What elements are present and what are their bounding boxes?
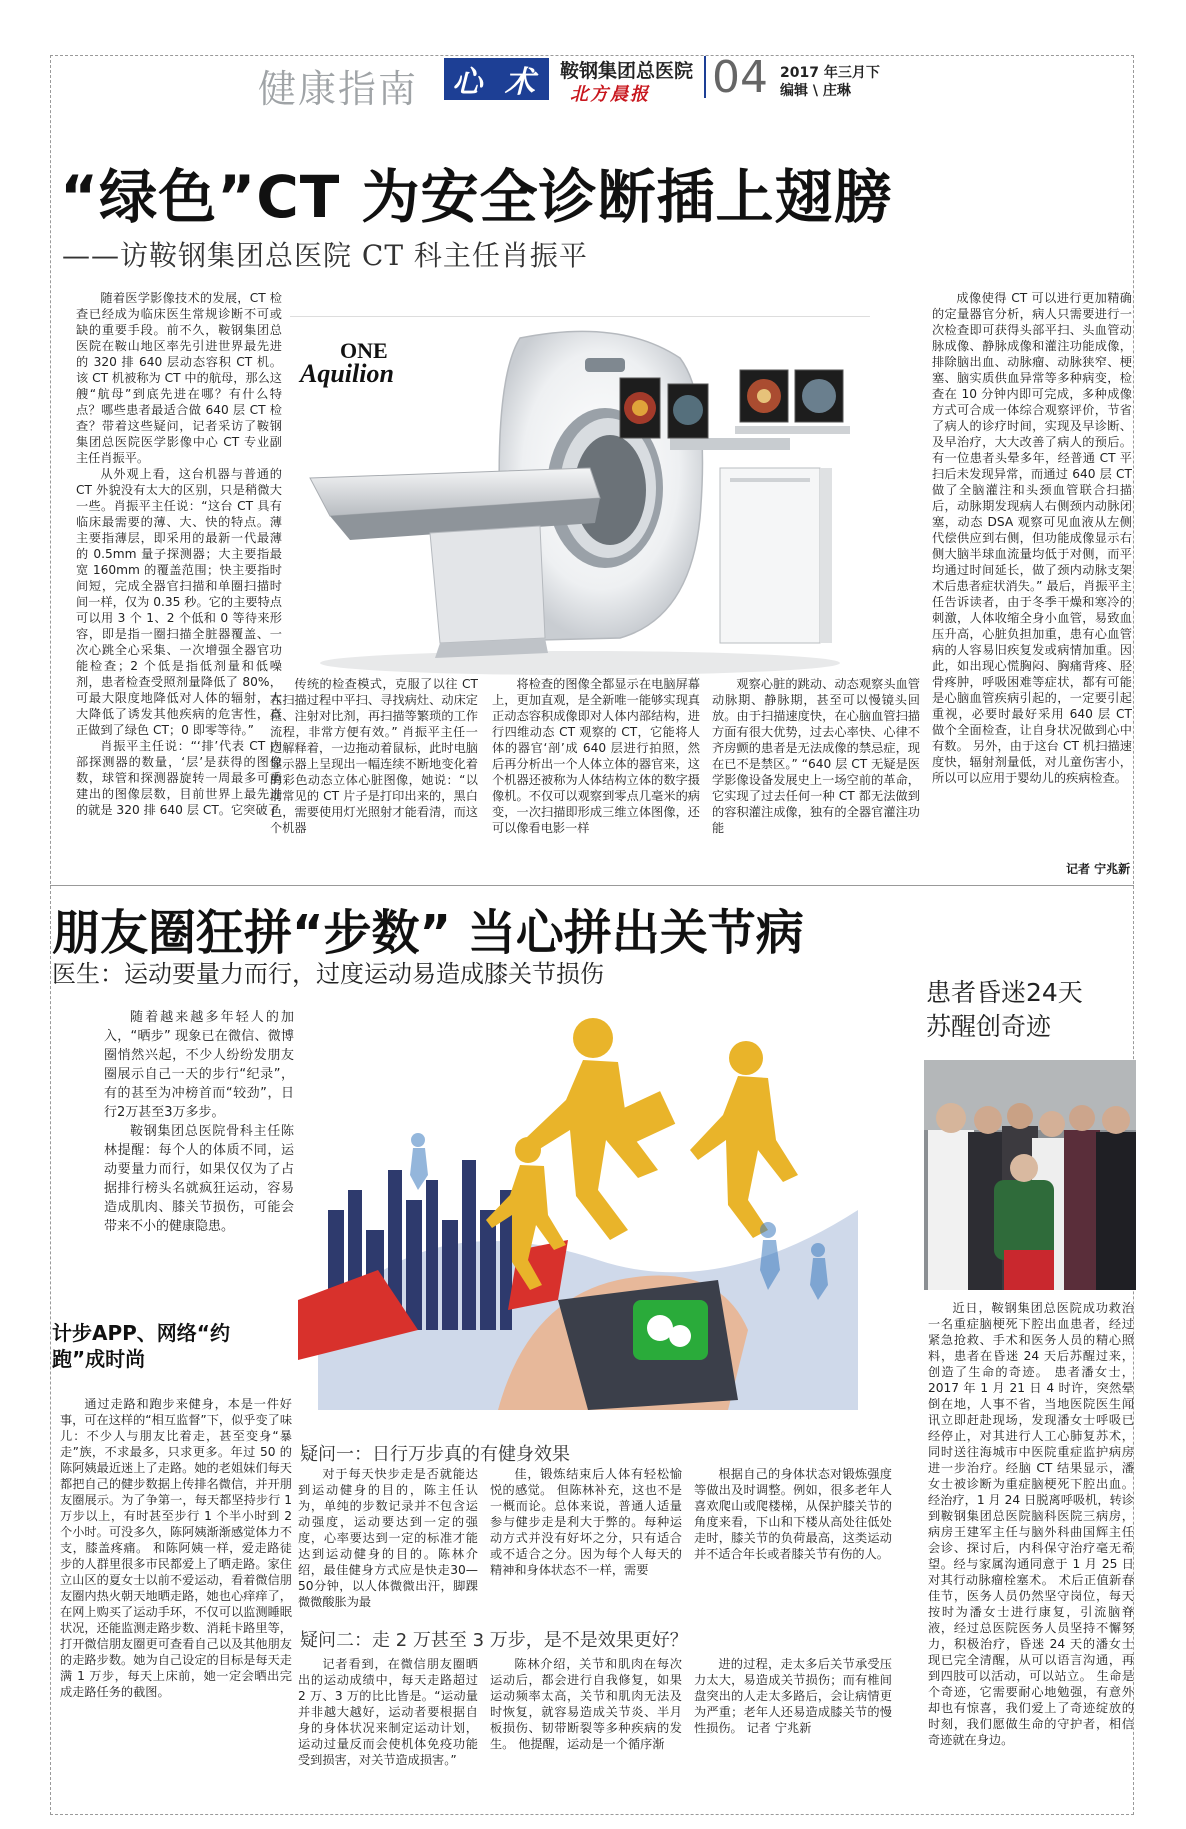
article1-paragraph: 随着医学影像技术的发展，CT 检查已经成为临床医生常规诊断不可或缺的重要手段。前不久，鞍钢集团总医院在鞍山地区率先引进世界最先进的 320 排 640 层动态容积 CT 机。该 CT 机被称为 CT 中的航母，那么这艘“航母”到底先进在哪？有什么特点？哪些患者最适合做 640 层 CT 检查？带着这些疑问，记者采访了鞍钢集团总医院医学影像中心 CT 专业副主任肖振平。 — [76, 291, 282, 465]
question2-column-3 — [694, 1656, 892, 1804]
article2-intro — [104, 1008, 294, 1268]
article1-column-d — [712, 676, 920, 886]
article1-column-b — [270, 676, 478, 886]
article1-headline: “绿色”CT 为安全诊断插上翅膀 — [60, 163, 893, 231]
question2-heading: 疑问二：走 2 万甚至 3 万步，是不是效果更好？ — [300, 1630, 688, 1651]
article2-paragraph: 鞍钢集团总医院骨科主任陈林提醒：每个人的体质不同，运动要量力而行，如果仅仅为了占据排行榜头名就疯狂运动，容易造成肌肉、膝关节损伤，可能会带来不小的健康隐患。 — [104, 1124, 294, 1234]
article3-paragraph: 近日，鞍钢集团总医院成功救治一名重症脑梗死下腔出血患者，经过紧急抢救、手术和医务人员的精心照料，患者在昏迷 24 天后苏醒过来，创造了生命的奇迹。 患者潘女士，2017 年 1 月 21 日 4 时许，突然晕倒在地，人事不省，当地医院医生闻讯立即赶赴现场，发现潘女士呼吸已经停止，对其进行人工心肺复苏术，同时送往海城市中医院重症监护病房进一步治疗。经脑 CT 结果显示，潘女士被诊断为重症脑梗死下腔出血。经治疗，1 月 24 日脱离呼吸机，转诊到鞍钢集团总医院脑科医院三病房，病房王建军主任与脑外科曲国辉主任会诊、探讨后，内科保守治疗毫无希望。经与家属沟通同意于 1 月 25 日对其行动脉瘤栓塞术。 术后正值新春佳节，医务人员仍然坚守岗位，每天按时为潘女士进行康复，引流脑脊液，经过总医院医务人员坚持不懈努力，积极治疗，昏迷 24 天的潘女士现已完全清醒，从可以语言沟通，再到四肢可以活动，可以站立。 生命是个奇迹，它需要耐心地勉强，有意外却也有惊喜，我们爱上了奇迹绽放的时刻，我们愿做生命的守护者，相信奇迹就在身边。 — [928, 1301, 1134, 1747]
group-photo — [924, 1060, 1136, 1290]
article2-column-left — [60, 1396, 292, 1806]
article1-byline: 记者 宁兆新 — [1066, 862, 1131, 876]
image-top-rule — [290, 316, 870, 317]
section-title: 健康指南 — [258, 67, 419, 111]
question1-heading: 疑问一：日行万步真的有健身效果 — [300, 1444, 570, 1465]
article3-headline-line: 患者昏迷24天 — [926, 978, 1083, 1007]
editor-credit: 编辑 \ 庄琳 — [780, 83, 851, 99]
article1-paragraph: 传统的检查模式，克服了以往 CT 在扫描过程中平扫、寻找病灶、动床定位、注射对比剂，再扫描等繁琐的工作流程，非常方便有效。” 肖振平主任一边解释着，一边拖动着鼠标，此时电脑显示器上呈现出一幅连续不断地变化着的彩色动态立体心脏图像，她说：“以前常见的 CT 片子是打印出来的，黑白色，需要使用灯光照射才能看清，而这个机器 — [270, 677, 478, 835]
article2-headline: 朋友圈狂拼“步数” 当心拼出关节病 — [52, 905, 804, 961]
article1-paragraph: 将检查的图像全都显示在电脑屏幕上，更加直观，是全新唯一能够实现真正动态容积成像即对人体内部结构，进行四维动态 CT 观察的 CT，它能将人体的器官‘剖’成 640 层进行拍照，然后再分析出一个人体立体的器官来，这个机器还被称为人体结构立体的数字摄像机。不仅可以观察到零点几毫米的病变，一次扫描即形成三维立体图像，还可以像看电影一样 — [492, 677, 700, 835]
article2-paragraph: 陈林介绍，关节和肌肉在每次运动后，都会进行自我修复，如果运动频率太高，关节和肌肉无法及时恢复，就容易造成关节炎、半月板损伤、韧带断裂等多种疾病的发生。 他提醒，运动是一个循序渐 — [490, 1657, 682, 1751]
page-number: 04 — [712, 52, 768, 103]
masthead-logo: 心 术 — [444, 58, 549, 100]
article2-paragraph: 佳，锻炼结束后人体有轻松愉悦的感觉。 但陈林补充，这也不是一概而论。总体来说，普通人适量参与健步走是利大于弊的。每种运动方式并没有好坏之分，只有适合或不适合之分。因为每个人每天的精神和身体状态不一样，需要 — [490, 1467, 682, 1577]
article3-headline-line: 苏醒创奇迹 — [926, 1012, 1052, 1041]
article2-paragraph: 随着越来越多年轻人的加入，“晒步” 现象已在微信、微博圈悄然兴起，不少人纷纷发朋友圈展示自己一天的步行“纪录”，有的甚至为冲榜首而“较劲”，日行2万甚至3万多步。 — [104, 1010, 294, 1120]
article1-paragraph: 观察心脏的跳动、动态观察头血管动脉期、静脉期，甚至可以慢镜头回放。由于扫描速度快，在心脑血管扫描方面有很大优势，过去心率快、心律不齐房颤的患者是无法成像的禁忌症，现在已不是禁区。” “640 层 CT 无疑是医学影像设备发展史上一场空前的革命，它实现了过去任何一种 CT 都无法做到的容积灌注成像，独有的全器官灌注功能 — [712, 677, 920, 835]
newspaper-name: 北方晨报 — [570, 84, 650, 105]
question2-column-1 — [298, 1656, 478, 1804]
article2-paragraph: 对于每天快步走是否就能达到运动健身的目的，陈主任认为，单纯的步数记录并不包含运动强度，运动要达到一定的强度，心率要达到一定的标准才能达到运动健身的目的。陈林介绍，最佳健身方式应是快走30—50分钟，以人体微微出汗，脚踝微微酸胀为最 — [298, 1467, 478, 1609]
article1-column-c — [492, 676, 700, 886]
article3-headline — [926, 976, 1083, 1044]
article2-paragraph: 通过走路和跑步来健身，本是一件好事，可在这样的“相互监督”下，似乎变了味儿：不少人与朋友比着走，甚至变身“暴走”族，不求最多，只求更多。年过 50 的陈阿姨最近迷上了走路。她的老姐妹们每天都把自己的健步数据上传排名微信，并开朋友圈展示。为了争第一，每天都坚持步行 1 万步以上，有时甚至步行 1 个半小时到 2 个小时。可没多久，陈阿姨渐渐感觉体力不支，膝盖疼痛。 和陈阿姨一样，爱走路徒步的人群里很多市民都爱上了晒走路。家住立山区的夏女士以前不爱运动，看着微信朋友圈内热火朝天地晒走路，她也心痒痒了，在网上购买了运动手环，不仅可以监测睡眠状况，还能监测走路步数、消耗卡路里等，打开微信朋友圈更可查看自己以及其他朋友的走路步数。她为自己设定的目标是每天走满 1 万步，每天上床前，她一定会晒出完成走路任务的截图。 — [60, 1397, 293, 1699]
article1-paragraph: 从外观上看，这台机器与普通的 CT 外貌没有太大的区别，只是稍微大一些。肖振平主任说：“这台 CT 具有临床最需要的薄、大、快的特点。薄主要指薄层，即采用的最新一代最薄的 0.5mm 量子探测器；大主要指最宽 160mm 的覆盖范围；快主要指时间短，完成全器官扫描和单圈扫描时间一样，仅为 0.35 秒。它的主要特点可以用 3 个 1、2 个低和 0 等待来形容，即是指一圈扫描全脏器覆盖、一次心跳全心采集、一次增强全器官功能检查；2 个低是指低剂量和低噪剂，患者检查受照剂量降低了 80%，可最大限度地降低对人体的辐射，大大降低了诱发其他疾病的危害性，真正做到了绿色 CT；0 即零等待。” — [76, 467, 282, 737]
article1-paragraph: 成像使得 CT 可以进行更加精确的定量器官分析，病人只需要进行一次检查即可获得头部平扫、头血管动脉成像、静脉成像和灌注功能成像，排除脑出血、动脉瘤、动脉狭窄、梗塞、脑实质供血异常等多种病变，检查在 10 分钟内即可完成，多种成像方式可合成一体综合观察评价，节省了病人的诊疗时间，实现及早诊断、及早治疗，大大改善了病人的预后。有一位患者头晕多年，经普通 CT 平扫后未发现异常，而通过 640 层 CT 做了全脑灌注和头颈血管联合扫描后，动脉期发现病人右侧颈内动脉闭塞，动态 DSA 观察可见血液从左侧代偿供应到右侧，但功能成像显示右侧大脑半球血流量均低于对侧，而平均通过时间延长，做了颈内动脉支架术后患者症状消失。” 最后，肖振平主任告诉读者，由于冬季干燥和寒冷的刺激，人体收缩全身小血管，易致血压升高，心脏负担加重，患有心血管病的人容易旧疾复发或病情加重。因此，如出现心慌胸闷、胸痛背疼、胫骨疼肿，呼吸困难等症状，都有可能是心脑血管疾病引起的，一定要引起重视，必要时最好采用 640 层 CT 做个全面检查，让自身状况做到心中有数。 另外，由于这台 CT 机扫描速度快，辐射剂量低，对儿童伤害小，所以可以应用于婴幼儿的疾病检查。 — [932, 291, 1132, 785]
brand-logo-top: ONE — [340, 338, 388, 363]
question1-column-2 — [490, 1466, 682, 1596]
question1-column-1 — [298, 1466, 478, 1609]
walking-illustration — [298, 1000, 868, 1410]
article2-subhead: 计步APP、网络“约跑”成时尚 — [52, 1321, 230, 1371]
ct-scanner-illustration — [290, 318, 870, 678]
step-count-illustration — [298, 1000, 868, 1410]
article1-subheadline: ——访鞍钢集团总医院 CT 科主任肖振平 — [62, 239, 588, 272]
question2-column-2 — [490, 1656, 682, 1804]
article1-paragraph: 肖振平主任说：“‘排’代表 CT 内部探测器的数量，‘层’是获得的图像数，球管和探测器旋转一周最多可重建出的图像层数，目前世界上最先进的就是 320 排 640 层 CT。它突破了 — [76, 739, 282, 817]
hospital-name: 鞍钢集团总医院 — [560, 60, 694, 82]
article2-paragraph: 进的过程，走太多后关节承受压力太大，易造成关节损伤；而有椎间盘突出的人走太多路后，会让病情更为严重；老年人还易造成膝关节的慢性损伤。 记者 宁兆新 — [694, 1657, 892, 1735]
ct-scanner-image — [290, 318, 870, 678]
header-divider — [704, 56, 706, 98]
patient-group-photo — [924, 1060, 1136, 1290]
article-divider — [50, 885, 1134, 886]
article2-paragraph: 根据自己的身体状态对锻炼强度等做出及时调整。例如，很多老年人喜欢爬山或爬楼梯，从保护膝关节的角度来看，下山和下楼从高处往低处走时，膝关节的负荷最高，这类运动并不适合年长或者膝关节有伤的人。 — [694, 1467, 892, 1561]
article2-paragraph: 记者看到，在微信朋友圈晒出的运动成绩中，每天走路超过 2 万、3 万的比比皆是。“运动量并非越大越好，运动者要根据自身的身体状况来制定运动计划，运动过量反而会使机体免疫功能受到损害，对关节造成损害。” — [298, 1657, 478, 1767]
article3-body — [928, 1300, 1134, 1806]
article1-column-left — [76, 290, 282, 895]
brand-logo: Aquilion — [300, 359, 394, 388]
question1-column-3 — [694, 1466, 892, 1596]
issue-date: 2017 年三月下 — [780, 65, 880, 81]
article2-subheadline: 医生：运动要量力而行，过度运动易造成膝关节损伤 — [52, 960, 604, 988]
article1-column-right — [932, 290, 1132, 850]
